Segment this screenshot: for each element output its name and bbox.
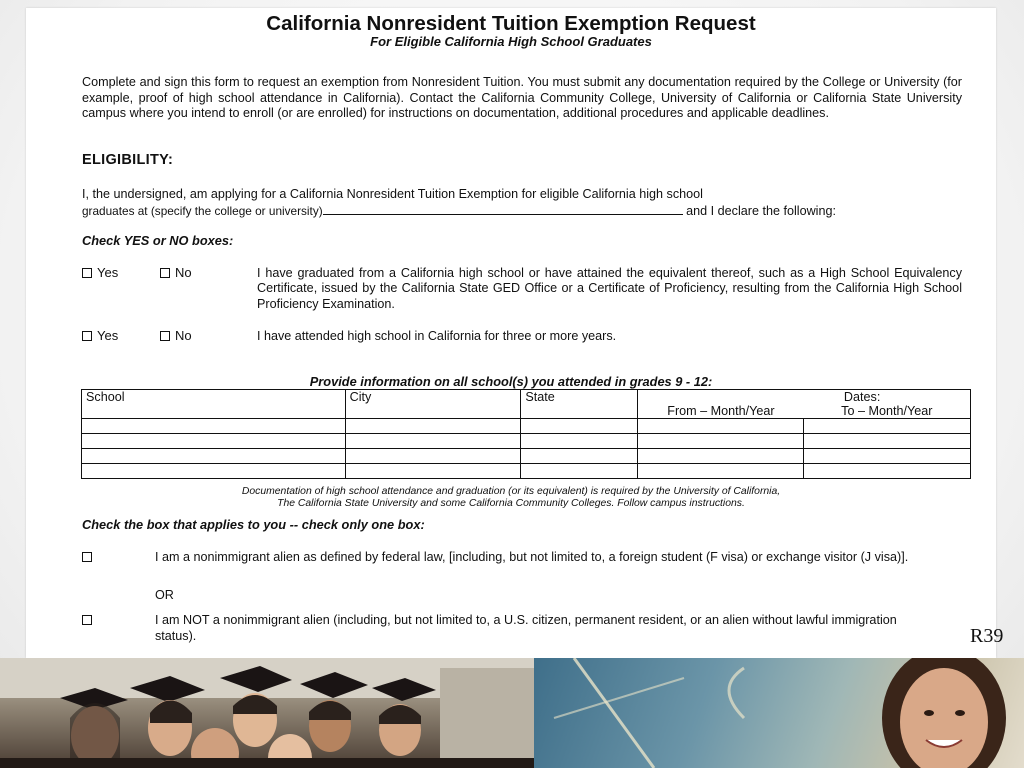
q1-no-checkbox[interactable]	[160, 268, 170, 278]
to-cell[interactable]	[804, 449, 971, 464]
to-cell[interactable]	[804, 419, 971, 434]
q2-no-option[interactable]	[160, 328, 192, 343]
college-name-field[interactable]	[323, 203, 683, 215]
school-cell[interactable]	[82, 434, 346, 449]
q2-no-label: No	[175, 328, 192, 343]
graduates-photo	[0, 658, 534, 768]
documentation-note	[26, 486, 996, 510]
city-cell[interactable]	[345, 449, 521, 464]
q2-yes-option[interactable]	[82, 328, 118, 343]
student-photo	[534, 658, 1024, 768]
header-to: To – Month/Year	[804, 404, 971, 419]
header-from: From – Month/Year	[638, 404, 804, 419]
state-cell[interactable]	[521, 434, 638, 449]
graduates-illustration	[0, 658, 534, 768]
intro-paragraph: Complete and sign this form to request an exemption from Nonresident Tuition. You must submit any documentation required by the College or University (for example, proof of high school attendance in California). Contact the California Community College, University of California or California State University campus where you intend to enroll (or are enrolled) for instructions on documentation, additional procedures and applicable deadlines.	[82, 75, 962, 121]
from-cell[interactable]	[638, 434, 804, 449]
table-header-row	[82, 390, 971, 405]
form-subtitle: For Eligible California High School Graduates	[370, 34, 652, 49]
school-cell[interactable]	[82, 449, 346, 464]
schools-table	[81, 389, 971, 479]
from-cell[interactable]	[638, 419, 804, 434]
eligibility-heading: ELIGIBILITY:	[82, 152, 174, 168]
or-label: OR	[155, 588, 174, 602]
slide-number: R39	[970, 625, 1004, 647]
q1-no-label: No	[175, 265, 192, 280]
declaration-line2-start: graduates at (specify the college or university)	[82, 203, 323, 218]
question2-text: I have attended high school in California for three or more years.	[257, 329, 617, 343]
q2-yes-checkbox[interactable]	[82, 331, 92, 341]
from-cell[interactable]	[638, 464, 804, 479]
option-b-checkbox[interactable]	[82, 615, 92, 625]
declaration-paragraph	[82, 187, 962, 219]
q1-yes-checkbox[interactable]	[82, 268, 92, 278]
from-cell[interactable]	[638, 449, 804, 464]
city-cell[interactable]	[345, 434, 521, 449]
option-a-checkbox[interactable]	[82, 552, 92, 562]
check-one-heading: Check the box that applies to you -- check only one box:	[82, 517, 425, 532]
declaration-line2-end: and I declare the following:	[686, 203, 836, 218]
q1-no-option[interactable]	[160, 265, 192, 280]
city-cell[interactable]	[345, 464, 521, 479]
student-illustration	[534, 658, 1024, 768]
q2-no-checkbox[interactable]	[160, 331, 170, 341]
table-row[interactable]	[82, 449, 971, 464]
option-a-text: I am a nonimmigrant alien as defined by federal law, [including, but not limited to, a foreign student (F visa) or exchange visitor (J visa)].	[155, 550, 909, 564]
declaration-line1: I, the undersigned, am applying for a California Nonresident Tuition Exemption for eligible California high school	[82, 187, 703, 201]
state-cell[interactable]	[521, 419, 638, 434]
header-state: State	[521, 390, 638, 419]
q2-yes-label: Yes	[97, 328, 119, 343]
documentation-note-line1: Documentation of high school attendance and graduation (or its equivalent) is required by the University of California,	[241, 486, 781, 497]
option-b-text: I am NOT a nonimmigrant alien (including, but not limited to, a U.S. citizen, permanent resident, or an alien without lawful immigration status).	[155, 613, 897, 643]
photo-banner	[0, 658, 1024, 768]
school-cell[interactable]	[82, 419, 346, 434]
to-cell[interactable]	[804, 434, 971, 449]
header-dates: Dates:	[638, 390, 971, 405]
to-cell[interactable]	[804, 464, 971, 479]
check-yes-no-instruction: Check YES or NO boxes:	[82, 233, 234, 248]
state-cell[interactable]	[521, 449, 638, 464]
table-row[interactable]	[82, 419, 971, 434]
city-cell[interactable]	[345, 419, 521, 434]
form-title: California Nonresident Tuition Exemption Request	[266, 12, 756, 35]
option-b-checkbox-wrap[interactable]	[82, 612, 97, 627]
q1-yes-option[interactable]	[82, 265, 118, 280]
form-document	[26, 8, 996, 658]
schools-table-title: Provide information on all school(s) you attended in grades 9 - 12:	[309, 374, 713, 389]
school-cell[interactable]	[82, 464, 346, 479]
state-cell[interactable]	[521, 464, 638, 479]
header-school: School	[82, 390, 346, 419]
option-a-checkbox-wrap[interactable]	[82, 549, 97, 564]
documentation-note-line2: The California State University and some California Community Colleges. Follow campus instructions.	[277, 498, 745, 509]
q1-yes-label: Yes	[97, 265, 119, 280]
header-city: City	[345, 390, 521, 419]
table-row[interactable]	[82, 434, 971, 449]
question1-text: I have graduated from a California high school or have attained the equivalent thereof, such as a High School Equivalency Certificate, issued by the California State GED Office or a Certificate of Proficiency, resulting from the California High School Proficiency Examination.	[257, 266, 962, 311]
table-row[interactable]	[82, 464, 971, 479]
